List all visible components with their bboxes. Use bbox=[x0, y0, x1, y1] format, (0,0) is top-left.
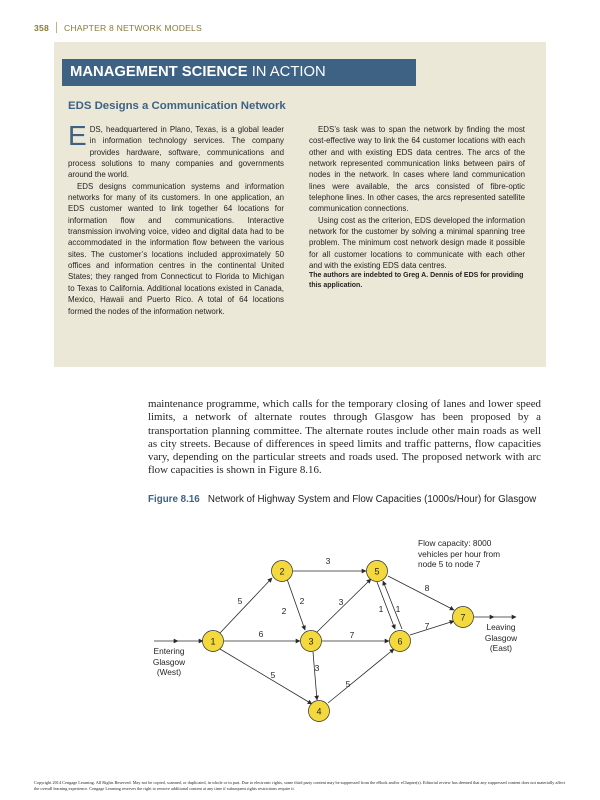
capacity-5-6: 1 bbox=[378, 604, 384, 614]
node-7 bbox=[453, 607, 474, 628]
box-title: EDS Designs a Communication Network bbox=[68, 100, 286, 112]
body-paragraph: maintenance programme, which calls for the temporary closing of lanes and lower speed limits, a network of alternate routes through Glasgow has been proposed by a transportation planning committee. The alternate routes include other main roads as well as city streets. Because of differences in speed limits and traffic patterns, flow capacities vary, depending on the particular streets and roads used. The proposed network with arc flow capacities is shown in Figure 8.16. bbox=[148, 398, 541, 477]
arc-6-7 bbox=[410, 621, 454, 635]
box-left-column bbox=[68, 120, 284, 317]
arc-1-4 bbox=[220, 649, 312, 704]
capacity-2-5: 3 bbox=[325, 556, 331, 566]
banner-bold-text: MANAGEMENT SCIENCE bbox=[70, 64, 248, 80]
management-science-box bbox=[54, 42, 546, 367]
node-4 bbox=[309, 701, 330, 722]
capacity-1-3: 6 bbox=[258, 629, 264, 639]
capacity-6-7: 7 bbox=[424, 621, 430, 631]
node-4-label: 4 bbox=[316, 706, 322, 717]
right-paragraph-1: EDS’s task was to span the network by finding the most cost-effective way to link the 64 customer locations with each other and with existing EDS data centres. The arcs of the network represented communication links between pairs of nodes in the network. In cases where land communication lines were available, the arcs consisted of fibre-optic telephone lines. In other cases, the arcs represented satellite communication connections. bbox=[309, 125, 525, 214]
capacity-1-4: 5 bbox=[270, 670, 276, 680]
running-head bbox=[34, 22, 202, 36]
figure-number: Figure 8.16 bbox=[148, 494, 200, 505]
drop-cap: E bbox=[68, 120, 87, 151]
node-2-label: 2 bbox=[279, 566, 285, 577]
arc-4-6 bbox=[328, 649, 394, 703]
box-right-column bbox=[309, 124, 525, 290]
capacity-6-5: 1 bbox=[395, 604, 401, 614]
header-divider bbox=[56, 22, 57, 33]
node-5 bbox=[367, 561, 388, 582]
arc-3-5 bbox=[317, 579, 371, 632]
network-figure bbox=[140, 520, 560, 730]
capacity-5-7: 8 bbox=[424, 583, 430, 593]
node-6 bbox=[390, 631, 411, 652]
arc-3-4 bbox=[313, 652, 317, 700]
page-number: 358 bbox=[34, 23, 49, 33]
node-3 bbox=[301, 631, 322, 652]
node-6-label: 6 bbox=[397, 636, 403, 647]
right-paragraph-2: Using cost as the criterion, EDS developed the information network for the customer by solving a minimal spanning tree problem. The minimum cost network design made it possible for all customer locations to communicate with each other and with the existing EDS data centres. bbox=[309, 215, 525, 271]
chapter-title: CHAPTER 8 NETWORK MODELS bbox=[63, 23, 202, 33]
acknowledgement: The authors are indebted to Greg A. Dennis of EDS for providing this application. bbox=[309, 272, 524, 289]
left-paragraph-2: EDS designs communication systems and information networks for many of its customers. In one application, an EDS customer wanted to link together 64 locations for information flow and communications. Interactive transmission involving voice, video and digital data had to be accommodated in the information flow between the various sites. The customer’s locations included approximately 50 offices and information centres in the continental United States; they ranged from Connecticut to Florida to Michigan to Texas to California. Additional locations existed in Canada, Mexico, Hawaii and Puerto Rico. A total of 64 locations formed the nodes of the information network. bbox=[68, 181, 284, 316]
leaving-label: Leaving Glasgow (East) bbox=[484, 622, 518, 654]
node-3-label: 3 bbox=[308, 636, 314, 647]
capacity-4-6: 5 bbox=[345, 679, 351, 689]
left-paragraph-1 bbox=[68, 120, 284, 181]
node-7-label: 7 bbox=[460, 612, 466, 623]
box-banner bbox=[62, 59, 416, 86]
capacity-2-3: 2 bbox=[299, 596, 305, 606]
capacity-1-2: 5 bbox=[237, 596, 243, 606]
entering-label: Entering Glasgow (West) bbox=[152, 646, 186, 678]
node-2 bbox=[272, 561, 293, 582]
capacity-2-1: 2 bbox=[281, 606, 287, 616]
node-1-label: 1 bbox=[210, 636, 216, 647]
capacity-3-5: 3 bbox=[338, 597, 344, 607]
figure-caption bbox=[148, 494, 543, 507]
capacity-3-4: 3 bbox=[314, 663, 320, 673]
copyright-footer: Copyright 2014 Cengage Learning. All Rights Reserved. May not be copied, scanned, or duplicated, in whole or in part. Due to electronic rights, some third party content may be suppressed from the eBook and/or eChapter(s). Editorial review has deemed that any suppressed content does not materially affect the overall learning experience. Cengage Learning reserves the right to remove additional content at any time if subsequent rights restrictions require it. bbox=[34, 780, 566, 791]
node-5-label: 5 bbox=[374, 566, 380, 577]
capacity-3-6: 7 bbox=[349, 630, 355, 640]
arc-1-2 bbox=[220, 578, 272, 633]
flow-capacity-note: Flow capacity: 8000 vehicles per hour from node 5 to node 7 bbox=[418, 538, 501, 570]
banner-rest-text: IN ACTION bbox=[247, 64, 326, 80]
figure-caption-text: Network of Highway System and Flow Capacities (1000s/Hour) for Glasgow bbox=[207, 494, 537, 505]
left-paragraph-1-text: DS, headquartered in Plano, Texas, is a global leader in information technology services. The company provides hardware, software, communications and process solutions to many companies and governments around the world. bbox=[68, 125, 284, 180]
node-1 bbox=[203, 631, 224, 652]
